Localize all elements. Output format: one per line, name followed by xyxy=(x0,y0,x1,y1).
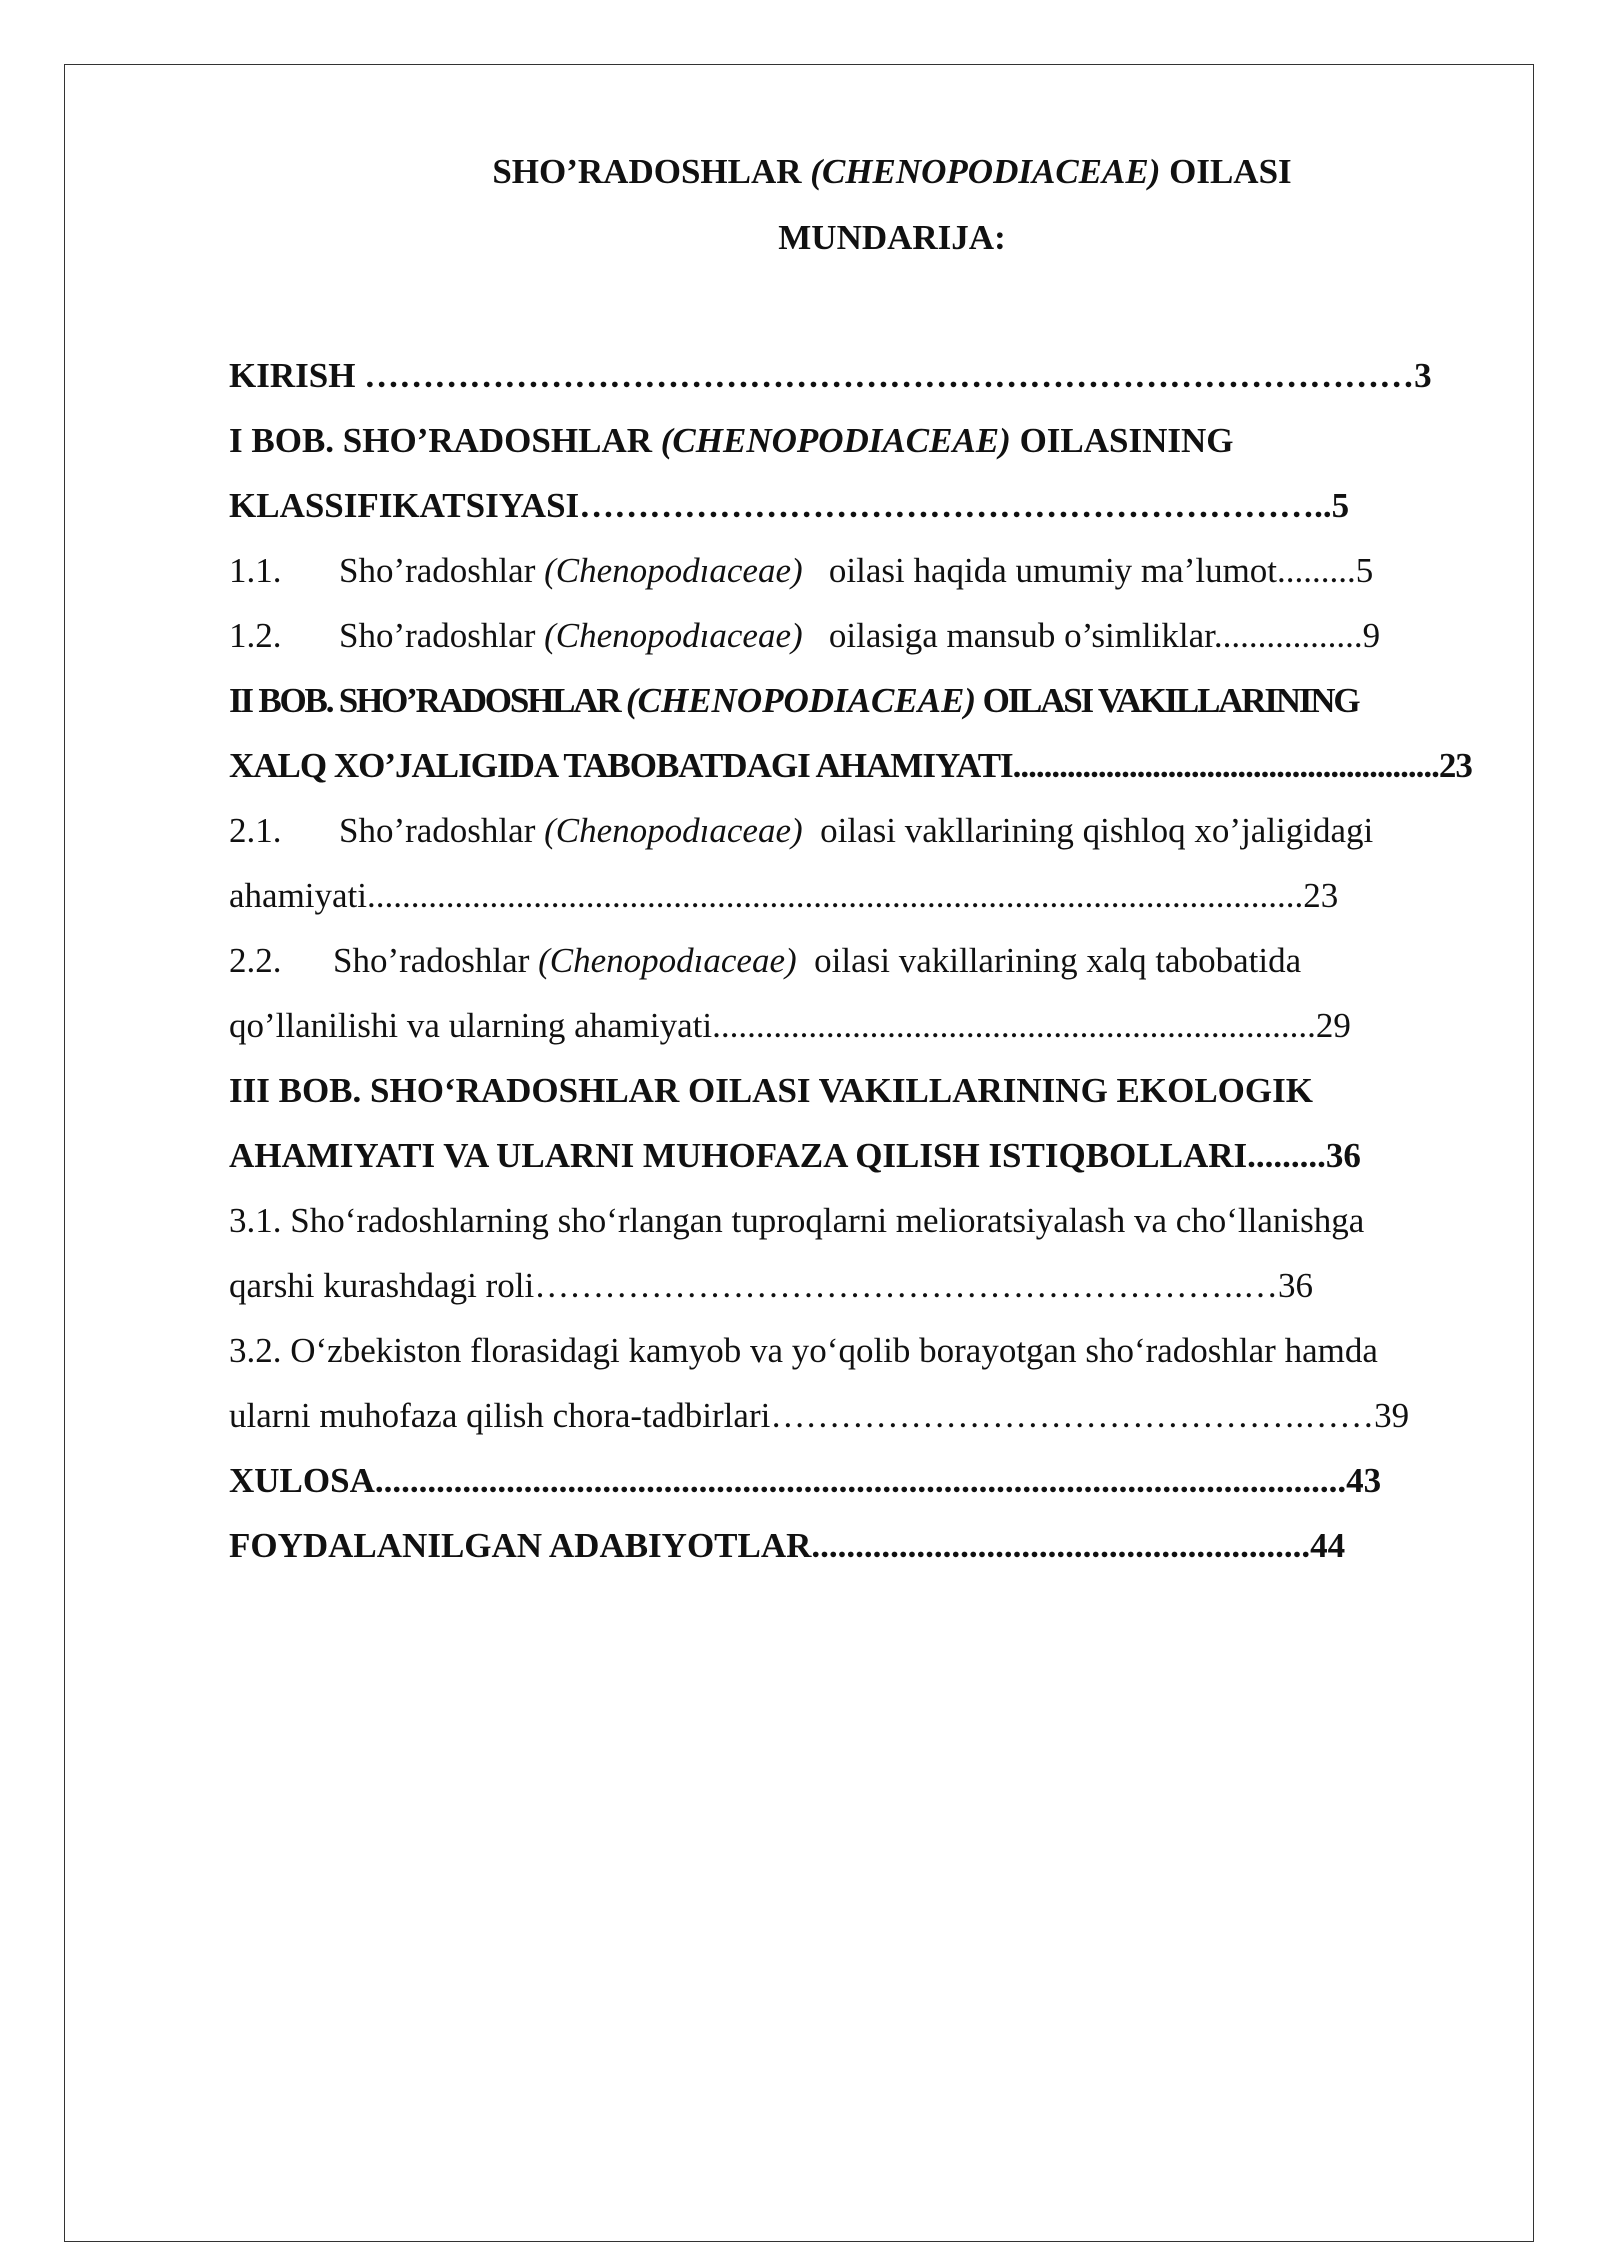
toc-latin-name: (CHENOPODIACEAE) xyxy=(625,681,977,720)
toc-entry-adabiyotlar[interactable]: FOYDALANILGAN ADABIYOTLAR.........................................................44 xyxy=(229,1526,1346,1565)
toc-entry-section-1-2[interactable] xyxy=(229,603,1489,668)
toc-entry-kirish[interactable]: KIRISH ………………………………………………………………………………3 xyxy=(229,356,1432,395)
toc-entry-section-3-1[interactable]: 3.1. Sho‘radoshlarning sho‘rlangan tuproqlarni melioratsiyalash va cho‘llanishga xyxy=(229,1201,1365,1240)
toc-entry-section-2-1[interactable] xyxy=(229,798,1489,863)
toc-text: XALQ XO’JALIGIDA TABOBATDAGI AHAMIYATI.......................................................23 xyxy=(229,746,1472,785)
toc-text: oilasi vakillarining xalq tabobatida xyxy=(796,941,1302,980)
toc-entry-chapter-3[interactable]: III BOB. SHO‘RADOSHLAR OILASI VAKILLARINING EKOLOGIK xyxy=(229,1071,1313,1110)
toc-entry-section-1-1[interactable] xyxy=(229,538,1489,603)
section-number: 2.1. xyxy=(229,811,282,850)
toc-text: oilasi haqida umumiy ma’lumot.........5 xyxy=(802,551,1374,590)
section-number: 1.2. xyxy=(229,616,282,655)
title-latin-name: (CHENOPODIACEAE) xyxy=(810,152,1161,191)
toc-entry-chapter-2-cont[interactable] xyxy=(229,733,1489,798)
toc-text: oilasi vakllarining qishloq xo’jaligidagi xyxy=(802,811,1374,850)
title-text: SHO’RADOSHLAR xyxy=(492,152,811,191)
toc-entry-chapter-2[interactable] xyxy=(229,668,1489,733)
toc-latin-name: (Chenopodıaceae) xyxy=(544,551,803,590)
toc-latin-name: (Chenopodıaceae) xyxy=(544,811,803,850)
section-number: 2.2. xyxy=(229,941,282,980)
contents-heading: MUNDARIJA: xyxy=(778,218,1006,257)
toc-latin-name: (Chenopodıaceae) xyxy=(544,616,803,655)
toc-text: Sho’radoshlar xyxy=(339,616,545,655)
toc-text: I BOB. SHO’RADOSHLAR xyxy=(229,421,661,460)
toc-entry-chapter-1-cont[interactable]: KLASSIFIKATSIYASI………………………………………………………..5 xyxy=(229,486,1350,525)
table-of-contents xyxy=(229,343,1489,1578)
section-number: 1.1. xyxy=(229,551,282,590)
toc-text: II BOB. SHO’RADOSHLAR xyxy=(229,681,626,720)
toc-entry-section-2-2-cont[interactable]: qo’llanilishi va ularning ahamiyati.....................................................................29 xyxy=(229,1006,1351,1045)
toc-text: Sho’radoshlar xyxy=(333,941,539,980)
toc-text: Sho’radoshlar xyxy=(339,811,545,850)
toc-entry-xulosa[interactable]: XULOSA...............................................................................................................43 xyxy=(229,1461,1382,1500)
toc-entry-section-3-2[interactable]: 3.2. O‘zbekiston florasidagi kamyob va yo‘qolib borayotgan sho‘radoshlar hamda xyxy=(229,1331,1378,1370)
toc-entry-section-2-1-cont[interactable]: ahamiyati...........................................................................................................23 xyxy=(229,876,1339,915)
toc-latin-name: (Chenopodıaceae) xyxy=(538,941,797,980)
toc-entry-section-2-2[interactable] xyxy=(229,928,1489,993)
document-title xyxy=(92,152,1600,192)
toc-text: oilasiga mansub o’simliklar.................9 xyxy=(802,616,1381,655)
toc-latin-name: (CHENOPODIACEAE) xyxy=(660,421,1011,460)
toc-text: OILASI VAKILLARINING xyxy=(976,681,1359,720)
toc-entry-chapter-3-cont[interactable]: AHAMIYATI VA ULARNI MUHOFAZA QILISH ISTIQBOLLARI.........36 xyxy=(229,1136,1361,1175)
toc-entry-section-3-2-cont[interactable]: ularni muhofaza qilish chora-tadbirlari……………………………………….……39 xyxy=(229,1396,1410,1435)
toc-entry-chapter-1[interactable] xyxy=(229,408,1489,473)
toc-entry-section-3-1-cont[interactable]: qarshi kurashdagi roli…………………………………………………….…36 xyxy=(229,1266,1313,1305)
toc-text: OILASINING xyxy=(1010,421,1234,460)
toc-text: Sho’radoshlar xyxy=(339,551,545,590)
title-text-end: OILASI xyxy=(1160,152,1292,191)
